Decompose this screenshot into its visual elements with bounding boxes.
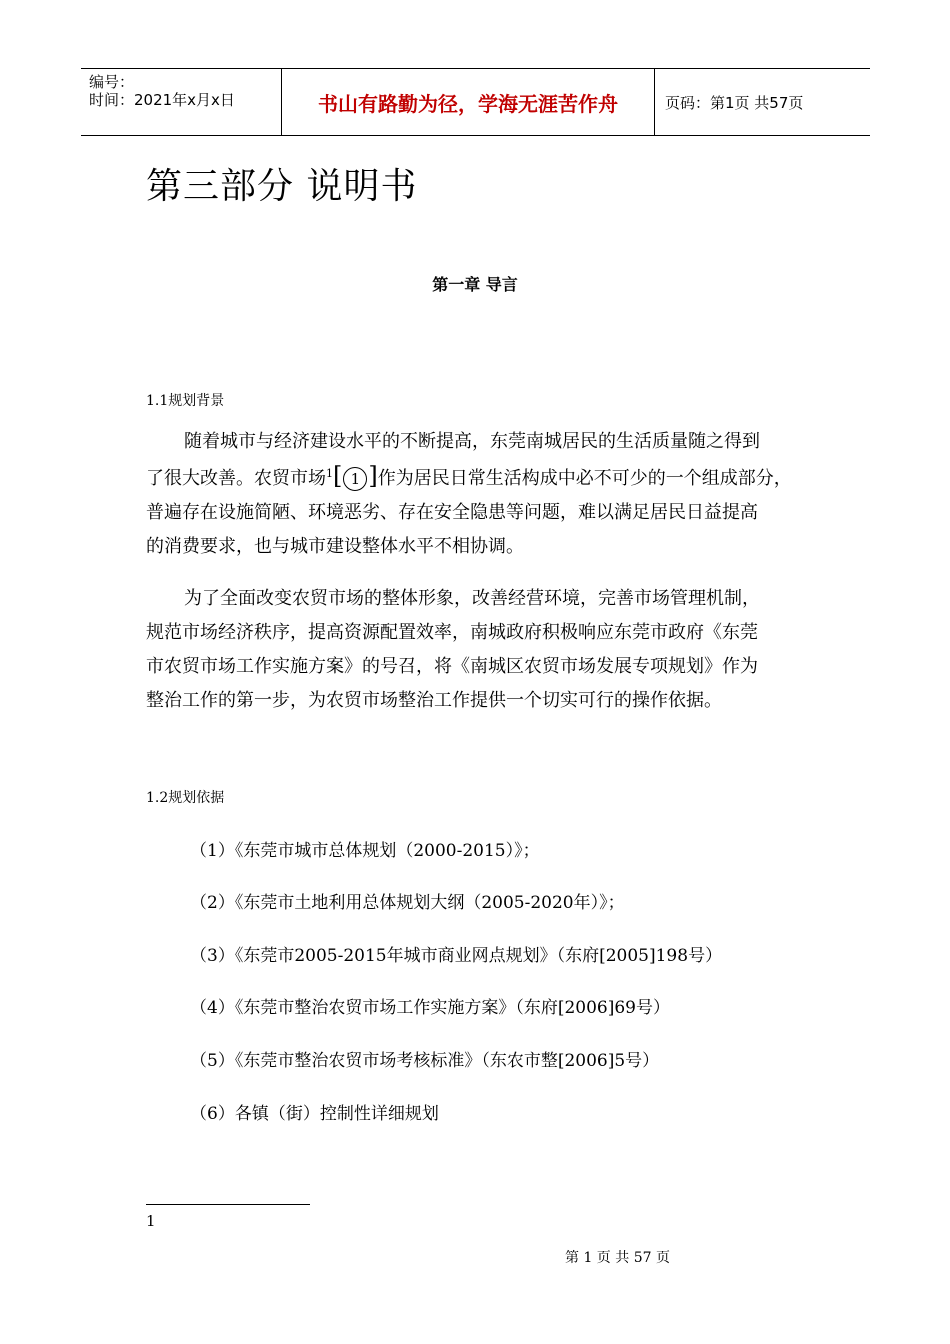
paragraph-line: 整治工作的第一步，为农贸市场整治工作提供一个切实可行的操作依据。	[146, 690, 722, 711]
document-time-label: 时间：2021年x月x日	[89, 91, 235, 109]
section-heading-background: 1.1规划背景	[146, 393, 225, 409]
paragraph-line	[146, 459, 836, 496]
section-heading-basis: 1.2规划依据	[146, 790, 225, 806]
document-number-label: 编号：	[89, 73, 135, 91]
header-page-info: 页码：第1页 共57页	[665, 93, 804, 112]
header-motto: 书山有路勤为径，学海无涯苦作舟	[318, 91, 618, 116]
open-bracket: [	[333, 462, 343, 490]
paragraph-line: 普遍存在设施简陋、环境恶劣、存在安全隐患等问题，难以满足居民日益提高	[146, 502, 758, 523]
part-title: 第三部分 说明书	[146, 166, 418, 207]
chapter-title: 第一章 导言	[432, 275, 518, 294]
basis-list-item: （6）各镇（街）控制性详细规划	[190, 1104, 439, 1124]
paragraph-text: 作为居民日常生活构成中必不可少的一个组成部分，	[377, 468, 792, 489]
paragraph-line: 随着城市与经济建设水平的不断提高，东莞南城居民的生活质量随之得到	[184, 431, 760, 452]
footnote-number: 1	[146, 1212, 156, 1230]
paragraph-line: 规范市场经济秩序，提高资源配置效率，南城政府积极响应东莞市政府《东莞	[146, 622, 758, 643]
paragraph-line: 市农贸市场工作实施方案》的号召，将《南城区农贸市场发展专项规划》作为	[146, 656, 758, 677]
basis-list-item: （4）《东莞市整治农贸市场工作实施方案》（东府[2006]69号）	[190, 998, 670, 1018]
footnote-reference[interactable]: 1	[326, 467, 333, 480]
footnote-separator	[146, 1204, 310, 1205]
paragraph-line: 为了全面改变农贸市场的整体形象，改善经营环境，完善市场管理机制，	[184, 588, 760, 609]
basis-list-item: （5）《东莞市整治农贸市场考核标准》（东农市整[2006]5号）	[190, 1051, 660, 1071]
basis-list-item: （3）《东莞市2005-2015年城市商业网点规划》（东府[2005]198号）	[190, 946, 723, 966]
basis-list-item: （1）《东莞市城市总体规划（2000-2015）》；	[190, 841, 540, 861]
header-page-cell	[655, 69, 870, 135]
document-header	[81, 68, 870, 136]
basis-list-item: （2）《东莞市土地利用总体规划大纲（2005-2020年）》；	[190, 893, 625, 913]
circled-number-icon[interactable]: 1	[343, 467, 367, 491]
header-motto-cell	[282, 69, 655, 135]
paragraph-background-2	[146, 582, 836, 718]
page-footer: 第 1 页 共 57 页	[565, 1250, 670, 1266]
close-bracket: ]	[368, 462, 378, 490]
header-meta-cell	[81, 69, 282, 135]
paragraph-text: 了很大改善。农贸市场	[146, 468, 326, 489]
paragraph-background-1	[146, 425, 836, 564]
paragraph-line: 的消费要求，也与城市建设整体水平不相协调。	[146, 536, 524, 557]
